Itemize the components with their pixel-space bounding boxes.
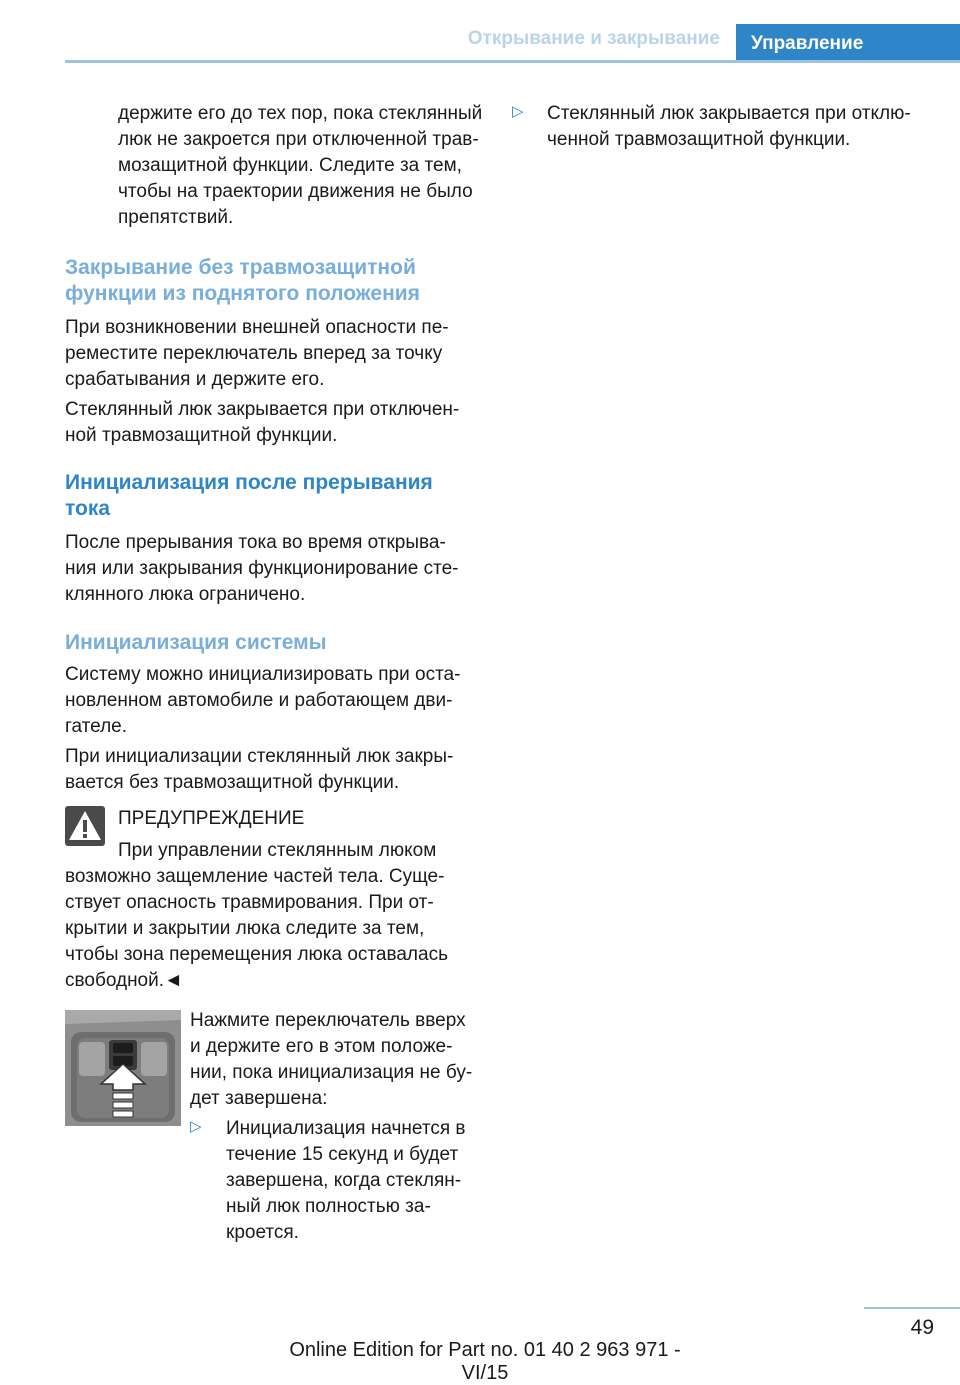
text-line: При управлении стеклянным люком bbox=[118, 840, 437, 861]
heading-line: Инициализация системы bbox=[65, 631, 327, 654]
text-line: Нажмите переключатель вверх bbox=[190, 1010, 466, 1031]
text-line: новленном автомобиле и работающем дви- bbox=[65, 690, 453, 711]
paragraph-closes-without-protection bbox=[65, 397, 485, 449]
heading-line: Закрывание без травмозащитной bbox=[65, 256, 416, 279]
warning-title bbox=[118, 806, 304, 832]
text-line: дет завершена: bbox=[190, 1088, 328, 1109]
heading-closing-without-protection bbox=[65, 255, 485, 307]
heading-init-after-power-loss bbox=[65, 470, 485, 522]
text-line: чтобы зона перемещения люка оставалась bbox=[65, 944, 448, 965]
heading-line: функции из поднятого положения bbox=[65, 282, 420, 305]
text-line: После прерывания тока во время открыва- bbox=[65, 532, 446, 553]
text-line: ствует опасность травмирования. При от- bbox=[65, 892, 434, 913]
text-line: реместите переключатель вперед за точку bbox=[65, 343, 443, 364]
text-line: вается без травмозащитной функции. bbox=[65, 772, 400, 793]
page-number: 49 bbox=[910, 1316, 934, 1339]
paragraph-external-danger bbox=[65, 315, 485, 393]
text-line: кроется. bbox=[226, 1222, 299, 1243]
text-line: клянного люка ограничено. bbox=[65, 584, 306, 605]
footer-rule bbox=[864, 1307, 960, 1309]
text-line: гателе. bbox=[65, 716, 128, 737]
heading-line: тока bbox=[65, 497, 111, 520]
text-line: При инициализации стеклянный люк закры- bbox=[65, 746, 454, 767]
bullet-triangle-icon: ▷ bbox=[512, 103, 524, 120]
bullet-triangle-icon: ▷ bbox=[190, 1118, 202, 1135]
paragraph-press-switch bbox=[190, 1008, 490, 1112]
warning-title-text: ПРЕДУПРЕЖДЕНИЕ bbox=[118, 808, 305, 829]
header-rule bbox=[65, 60, 960, 63]
paragraph-init-conditions bbox=[65, 662, 485, 740]
text-line: возможно защемление частей тела. Суще- bbox=[65, 866, 445, 887]
heading-line: Инициализация после прерывания bbox=[65, 471, 433, 494]
warning-text bbox=[65, 838, 485, 994]
text-line: ной травмозащитной функции. bbox=[65, 425, 338, 446]
text-line: и держите его в этом положе- bbox=[190, 1036, 453, 1057]
paragraph-init-behavior bbox=[65, 744, 485, 796]
text-line: свободной.◄ bbox=[65, 970, 183, 991]
text-line: держите его до тех пор, пока стеклянный bbox=[118, 103, 483, 124]
text-line: срабатывания и держите его. bbox=[65, 369, 325, 390]
heading-system-init bbox=[65, 630, 485, 656]
text-line: Систему можно инициализировать при оста- bbox=[65, 664, 461, 685]
roof-switch-illustration bbox=[65, 1010, 181, 1126]
chapter-tab: Управление bbox=[736, 24, 960, 63]
paragraph-power-loss bbox=[65, 530, 485, 608]
text-line: мозащитной функции. Следите за тем, bbox=[118, 155, 462, 176]
text-line: завершена, когда стеклян- bbox=[226, 1170, 462, 1191]
text-line: препятствий. bbox=[118, 207, 234, 228]
text-line: Инициализация начнется в bbox=[226, 1118, 466, 1139]
text-line: крытии и закрытии люка следите за тем, bbox=[65, 918, 425, 939]
text-line: При возникновении внешней опасности пе- bbox=[65, 317, 449, 338]
text-line: Стеклянный люк закрывается при отключен- bbox=[65, 399, 460, 420]
text-line: нии, пока инициализация не бу- bbox=[190, 1062, 473, 1083]
text-line: чтобы на траектории движения не было bbox=[118, 181, 473, 202]
running-header-section: Открывание и закрывание bbox=[467, 28, 720, 49]
text-line: Стеклянный люк закрывается при отклю- bbox=[547, 103, 911, 124]
text-line: ния или закрывания функционирование сте- bbox=[65, 558, 459, 579]
edition-note: Online Edition for Part no. 01 40 2 963 971 - VI/15 bbox=[289, 1339, 681, 1384]
text-line: ченной травмозащитной функции. bbox=[547, 129, 851, 150]
text-line: течение 15 секунд и будет bbox=[226, 1144, 459, 1165]
text-line: ный люк полностью за- bbox=[226, 1196, 431, 1217]
continued-paragraph bbox=[118, 101, 488, 231]
bullet-item-right bbox=[512, 101, 952, 153]
bullet-item-init bbox=[190, 1116, 490, 1246]
text-line: люк не закроется при отключенной трав- bbox=[118, 129, 479, 150]
